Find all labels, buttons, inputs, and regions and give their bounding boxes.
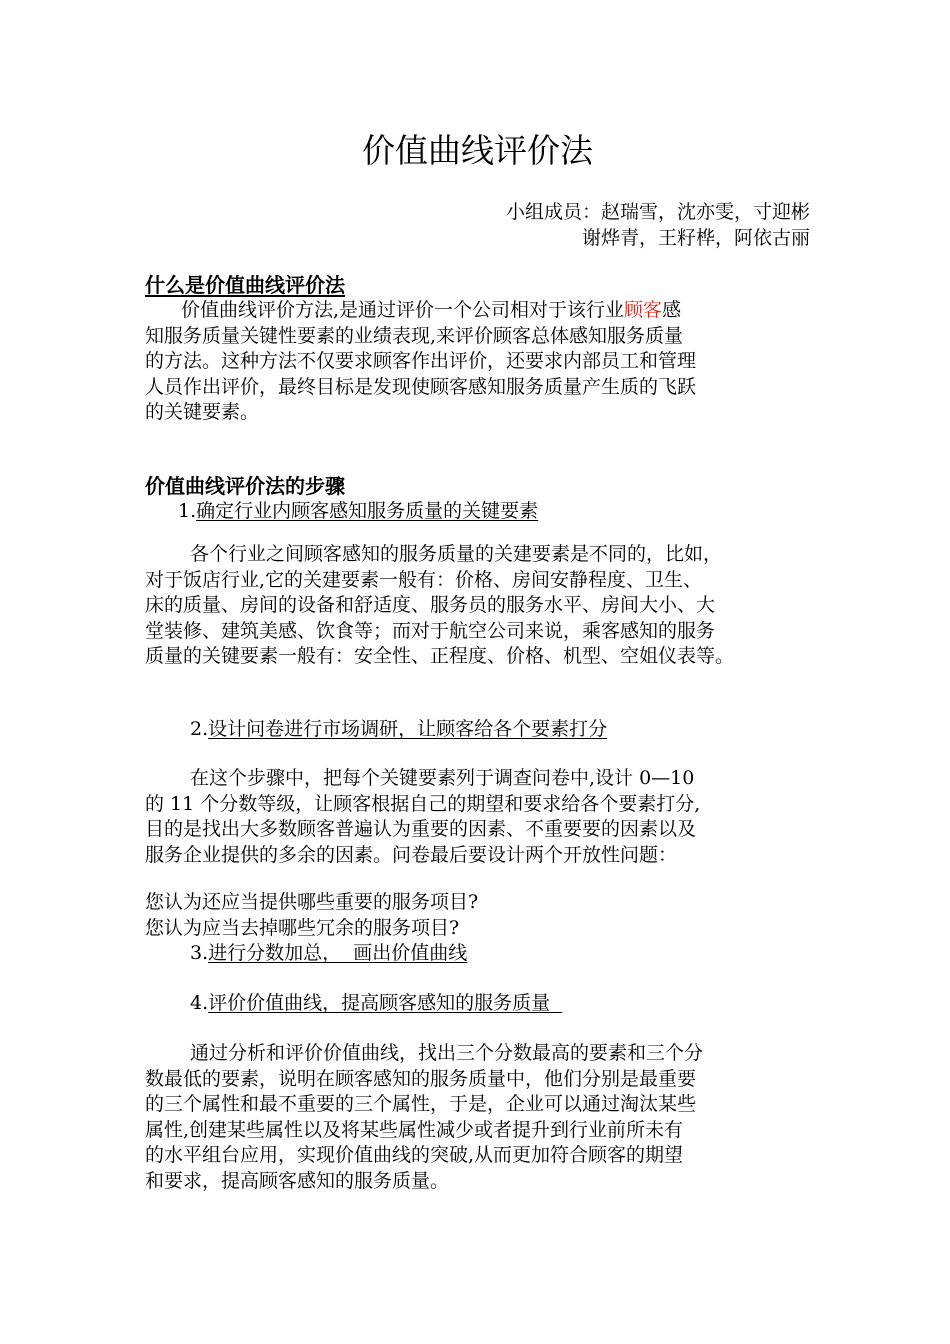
step-4-paragraph — [145, 1041, 810, 1194]
step-3-title: 进行分数加总， 画出价值曲线 — [208, 942, 468, 964]
step-4-title: 评价价值曲线，提高顾客感知的服务质量 — [208, 992, 563, 1014]
paragraph-line: 目的是找出大多数顾客普遍认为重要的因素、不重要要的因素以及 — [145, 818, 697, 840]
question-item: 您认为还应当提供哪些重要的服务项目? — [145, 891, 479, 913]
members-line-1: 小组成员：赵瑞雪，沈亦雯，寸迎彬 — [505, 201, 810, 223]
paragraph-line: 在这个步骤中，把每个关键要素列于调查问卷中,设计 0—10 — [190, 767, 695, 789]
paragraph-line: 价值曲线评价方法,是通过评价一个公司相对于该行业顾客感 — [181, 299, 682, 321]
group-members — [506, 199, 810, 251]
paragraph-line: 对于饭店行业,它的关建要素一般有：价格、房间安静程度、卫生、 — [145, 568, 703, 591]
open-questions — [145, 890, 810, 941]
section-heading-what-is: 什么是价值曲线评价法 — [145, 273, 345, 297]
section-heading-steps: 价值曲线评价法的步骤 — [145, 474, 345, 498]
customer-link[interactable]: 顾客 — [624, 299, 663, 321]
paragraph-line: 人员作出评价，最终目标是发现使顾客感知服务质量产生质的飞跃 — [145, 375, 697, 398]
paragraph-line: 的 11 个分数等级，让顾客根据自己的期望和要求给各个要素打分, — [145, 792, 701, 815]
step-2-heading: 2.设计问卷进行市场调研，让顾客给各个要素打分 — [190, 718, 608, 740]
step-4-heading: 4.评价价值曲线，提高顾客感知的服务质量 — [190, 992, 563, 1014]
step-2-title: 设计问卷进行市场调研，让顾客给各个要素打分 — [208, 718, 608, 740]
step-1-title: 确定行业内顾客感知服务质量的关键要素 — [196, 500, 539, 522]
step-1-paragraph — [145, 542, 810, 670]
paragraph-line: 知服务质量关键性要素的业绩表现,来评价顾客总体感知服务质量 — [145, 324, 684, 347]
paragraph-line: 服务企业提供的多余的因素。问卷最后要设计两个开放性问题： — [145, 843, 678, 866]
paragraph-line: 各个行业之间顾客感知的服务质量的关建要素是不同的，比如， — [190, 543, 723, 565]
step-2-paragraph — [145, 766, 810, 868]
paragraph-line: 床的质量、房间的设备和舒适度、服务员的服务水平、房间大小、大 — [145, 594, 716, 616]
document-title: 价值曲线评价法 — [362, 131, 593, 170]
members-line-2: 谢烨青，王籽桦，阿依古丽 — [581, 227, 810, 249]
paragraph-line: 通过分析和评价价值曲线，找出三个分数最高的要素和三个分 — [190, 1042, 704, 1064]
question-item: 您认为应当去掉哪些冗余的服务项目? — [145, 916, 460, 939]
paragraph-line: 质量的关键要素一般有：安全性、正程度、价格、机型、空姐仪表等。 — [145, 645, 735, 667]
paragraph-line: 和要求，提高顾客感知的服务质量。 — [145, 1169, 450, 1192]
paragraph-line: 的方法。这种方法不仅要求顾客作出评价，还要求内部员工和管理 — [145, 350, 697, 372]
paragraph-line: 堂装修、建筑美感、饮食等；而对于航空公司来说，乘客感知的服务 — [145, 619, 716, 642]
step-3-heading: 3.进行分数加总， 画出价值曲线 — [190, 942, 468, 964]
paragraph-line: 的三个属性和最不重要的三个属性，于是，企业可以通过淘汰某些 — [145, 1093, 697, 1115]
paragraph-line: 属性,创建某些属性以及将某些属性减少或者提升到行业前所未有 — [145, 1118, 684, 1141]
paragraph-line: 数最低的要素，说明在顾客感知的服务质量中，他们分别是最重要 — [145, 1067, 697, 1090]
section1-paragraph — [145, 298, 810, 426]
paragraph-line: 的水平组台应用，实现价值曲线的突破,从而更加符合顾客的期望 — [145, 1144, 684, 1166]
step-1-heading: 1.确定行业内顾客感知服务质量的关键要素 — [178, 500, 539, 522]
paragraph-line: 的关键要素。 — [145, 401, 260, 423]
